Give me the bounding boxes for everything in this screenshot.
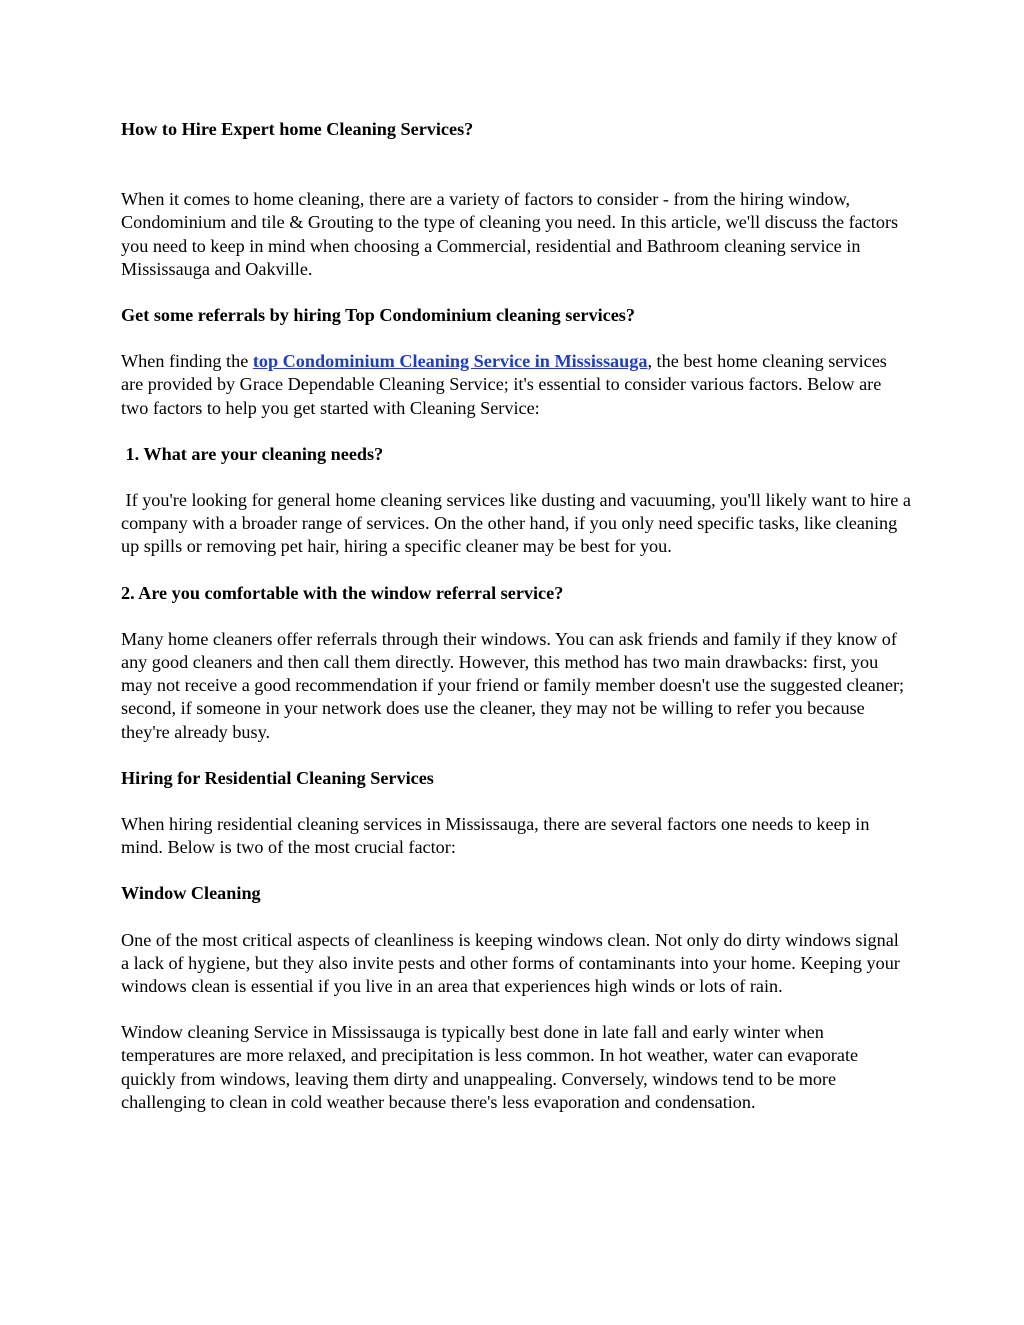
referrals-text-end: , the best home cleaning services are provided by Grace Dependable Cleaning Service; it's essential to consider various factors. Below are two factors to help you get started with Cleaning Service: <box>121 351 887 418</box>
residential-paragraph: When hiring residential cleaning services in Mississauga, there are several factors one needs to keep in mind. Below is two of the most crucial factor: <box>121 814 870 858</box>
intro-paragraph: When it comes to home cleaning, there are a variety of factors to consider - from the hiring window, Condominium and tile & Grouting to the type of cleaning you need. In this article, we'll discuss the factors you need to keep in mind when choosing a Commercial, residential and Bathroom cleaning service in Mississauga and Oakville. <box>121 189 899 279</box>
window-referral-paragraph: Many home cleaners offer referrals through their windows. You can ask friends and family if they know of any good cleaners and then call them directly. However, this method has two main drawbacks: first, you may not receive a good recommendation if your friend or family member doesn't use the suggested cleaner; second, if someone in your network does use the cleaner, they may not be willing to refer you because they're already busy. <box>121 628 905 742</box>
referrals-paragraph <box>121 350 911 420</box>
heading-cleaning-needs: 1. What are your cleaning needs? <box>121 443 384 464</box>
condominium-cleaning-link[interactable]: top Condominium Cleaning Service in Mississauga <box>252 351 648 372</box>
document-title: How to Hire Expert home Cleaning Services? <box>121 119 474 139</box>
window-cleaning-paragraph-2: Window cleaning Service in Mississauga is typically best done in late fall and early winter when temperatures are more relaxed, and precipitation is less common. In hot weather, water can evaporate quickly from windows, leaving them dirty and unappealing. Conversely, windows tend to be more challenging to clean in cold weather because there's less evaporation and condensation. <box>121 1022 859 1112</box>
heading-residential: Hiring for Residential Cleaning Services <box>121 767 434 788</box>
document-page <box>121 118 916 1114</box>
window-cleaning-paragraph-1: One of the most critical aspects of cleanliness is keeping windows clean. Not only do dirty windows signal a lack of hygiene, but they also invite pests and other forms of contaminants into your home. Keeping your windows clean is essential if you live in an area that experiences high winds or lots of rain. <box>121 929 900 997</box>
heading-window-referral: 2. Are you comfortable with the window referral service? <box>121 582 564 603</box>
cleaning-needs-paragraph: If you're looking for general home cleaning services like dusting and vacuuming, you'll likely want to hire a company with a broader range of services. On the other hand, if you only need specific tasks, like cleaning up spills or removing pet hair, hiring a specific cleaner may be best for you. <box>121 490 916 557</box>
heading-referrals: Get some referrals by hiring Top Condominium cleaning services? <box>121 305 635 326</box>
referrals-text-start: When finding the <box>121 351 253 372</box>
heading-window-cleaning: Window Cleaning <box>121 883 261 904</box>
